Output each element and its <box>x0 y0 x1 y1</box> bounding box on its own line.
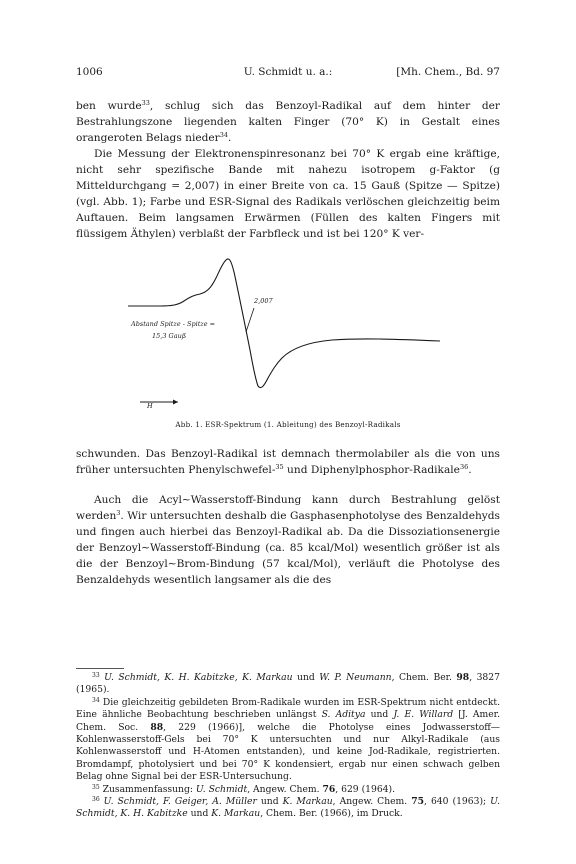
footnote-number: 36 <box>92 796 100 804</box>
paragraph-3 <box>76 446 500 478</box>
footnote-36 <box>76 796 500 821</box>
peak-distance-label: Abstand Spitze - Spitze = <box>131 320 216 328</box>
paragraph-1-text-a: ben wurde <box>76 100 142 112</box>
footnote-author: U. Schmidt, K. H. Kabitzke, K. Markau <box>104 672 293 683</box>
footnote-text: , 629 (1964). <box>335 783 396 795</box>
g-value-pointer <box>246 308 254 332</box>
footnote-ref-3: 3 <box>116 509 121 517</box>
footnote-author: S. Aditya <box>321 709 366 721</box>
paragraph-3-text-a: schwunden. Das Benzoyl-Radikal ist demnach thermolabiler als die von uns früher untersuchten Phenylschwefel- <box>76 448 500 476</box>
g-value-label: 2,007 <box>254 297 273 305</box>
footnote-text: , 3827 (1965). <box>76 672 500 696</box>
footnote-35 <box>76 784 500 796</box>
paragraph-4 <box>76 492 500 588</box>
page-number: 1006 <box>76 66 103 78</box>
paragraph-2-text: Die Messung der Elektronenspinresonanz bei 70° K ergab eine kräftige, nicht sehr spezifische Bande mit nahezu isotropem g-Faktor (g Mitteldurchgang = 2,007) in einer Breite von ca. 15 Gauß (Spitze — Spitze) (vgl. Abb. 1); Farbe und ESR-Signal des Radikals verlöschen gleichzeitig beim Auftauen. Beim langsamen Erwärmen (Füllen des kalten Fingers mit flüssigem Äthylen) verblaßt der Farbfleck und ist bei 120° K ver- <box>76 148 500 240</box>
footnote-divider <box>76 668 124 669</box>
paragraph-1 <box>76 98 500 146</box>
footnote-text: und <box>256 796 283 808</box>
footnote-text: , Chem. Ber. <box>391 672 457 683</box>
running-author: U. Schmidt u. a.: <box>243 66 333 78</box>
paragraph-2 <box>76 146 500 242</box>
footnote-author: K. Markau <box>282 796 333 808</box>
footnote-text: [J. Amer. Chem. Soc. <box>76 709 500 733</box>
paragraph-3-text-c: . <box>468 464 472 476</box>
footnote-33 <box>76 672 500 697</box>
paragraph-1-text-b: , schlug sich das Benzoyl-Radikal auf dem hinter der Bestrahlungszone liegenden kalten Finger (70° K) in Gestalt eines orangeroten Belags nieder <box>76 100 500 144</box>
footnote-number: 35 <box>92 783 100 791</box>
footnote-34 <box>76 697 500 784</box>
footnote-volume: 98 <box>456 672 470 683</box>
footnote-volume: 75 <box>411 796 425 808</box>
footnote-text: , Angew. Chem. <box>247 783 323 795</box>
paragraph-4-text-a: Auch die Acyl∼Wasserstoff-Bindung kann durch Bestrahlung gelöst werden <box>76 494 500 522</box>
footnote-ref-35: 35 <box>275 463 284 471</box>
footnote-volume: 76 <box>322 783 336 795</box>
field-label: H <box>147 402 153 410</box>
peak-distance-value: 15,3 Gauß <box>152 332 187 340</box>
paragraph-1-text-c: . <box>228 132 232 144</box>
running-header <box>76 66 500 80</box>
footnote-author: J. E. Willard <box>393 709 454 721</box>
footnote-author: W. P. Neumann <box>319 672 392 683</box>
footnote-volume: 88 <box>150 721 164 733</box>
footnote-text: und <box>187 808 212 820</box>
paragraph-3-text-b: und Diphenylphosphor-Radikale <box>283 464 460 476</box>
paragraph-4-text-b: . Wir untersuchten deshalb die Gasphasenphotolyse des Benzaldehyds und fingen auch hierbei das Benzoyl-Radikal ab. Da die Dissoziationsenergie der Benzoyl∼Wasserstoff-Bindung (ca. 85 kcal/Mol) wesentlich größer ist als die der Benzoyl∼Brom-Bindung (57 kcal/Mol), verläuft die Photolyse des Benzaldehyds wesentlich langsamer als die des <box>76 510 500 586</box>
footnote-author: K. Markau <box>211 808 261 820</box>
journal-reference: [Mh. Chem., Bd. 97 <box>396 66 500 78</box>
footnote-number: 34 <box>92 696 100 704</box>
footnote-author: U. Schmidt, K. H. Kabitzke <box>76 796 500 820</box>
footnote-author: U. Schmidt, F. Geiger, A. Müller <box>103 796 257 808</box>
footnote-text: , Angew. Chem. <box>332 796 412 808</box>
footnote-text: , 229 (1966)], welche die Photolyse eines Jodwasserstoff—Kohlenwasserstoff-Gels bei 70° K untersuchten und nur Alkyl-Radikale (aus Kohlenwasserstoff und H-Atomen entstanden), und keine Jod-Radikale, registrierten. Bromdampf, photolysiert und bei 70° K kondensiert, ergab nur einen schwach gelben Belag ohne Signal bei der ESR-Untersuchung. <box>76 721 500 783</box>
figure-caption: Abb. 1. ESR-Spektrum (1. Ableitung) des Benzoyl-Radikals <box>175 420 401 429</box>
footnote-text: Die gleichzeitig gebildeten Brom-Radikale wurden im ESR-Spektrum nicht entdeckt. Eine ähnliche Beobachtung beschrieben unlängst <box>76 696 500 721</box>
footnote-ref-34: 34 <box>219 131 229 139</box>
footnote-text: , Chem. Ber. (1966), im Druck. <box>260 808 403 820</box>
footnotes <box>76 672 500 821</box>
footnote-ref-36: 36 <box>459 463 469 471</box>
footnote-author: U. Schmidt <box>195 783 248 795</box>
footnote-number: 33 <box>92 672 100 679</box>
footnote-text: , 640 (1963); <box>424 796 491 808</box>
footnote-text: und <box>365 709 394 721</box>
esr-spectrum-figure <box>120 250 460 418</box>
field-axis-arrowhead <box>173 400 178 405</box>
footnote-text: Zusammenfassung: <box>102 783 196 795</box>
footnote-ref-33: 33 <box>141 99 150 107</box>
footnote-text: und <box>292 672 320 683</box>
